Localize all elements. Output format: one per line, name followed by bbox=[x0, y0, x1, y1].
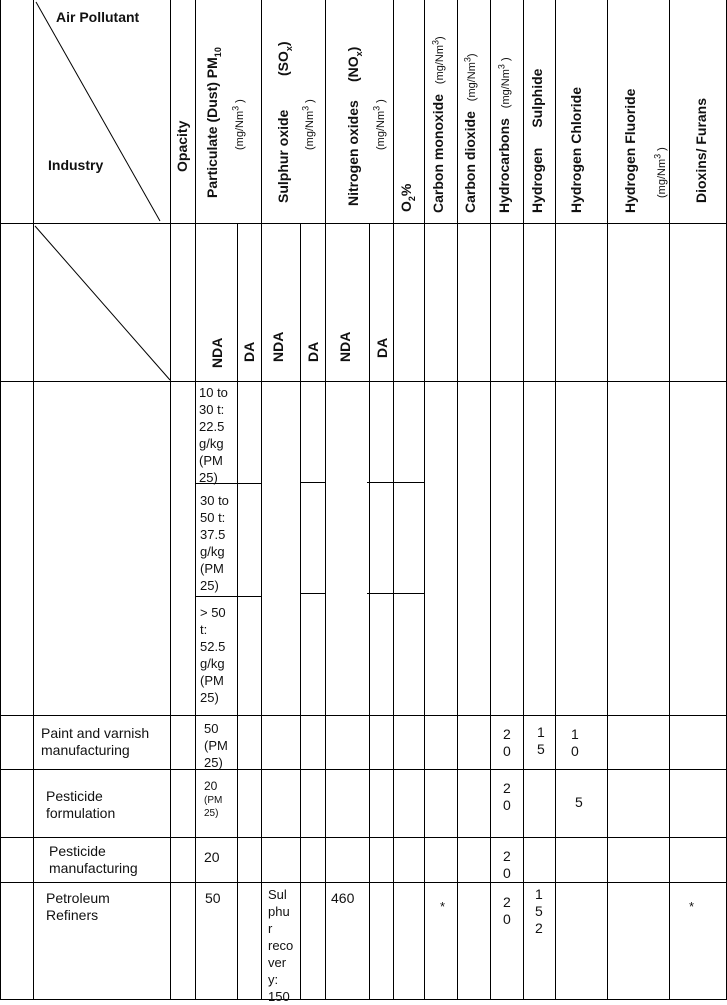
header-nitrogen-oxides-chem: $(NO_x)$ bbox=[345, 46, 364, 82]
pesticide-manufacturing-pm-value: 20 bbox=[204, 849, 220, 865]
header-hydrogen-sulphide: HydrogenSulphide bbox=[529, 68, 545, 213]
header-carbon-monoxide: Carbon monoxide (mg/Nm$^3$) bbox=[430, 36, 446, 213]
paint-hydrocarbons-value: 2 0 bbox=[503, 726, 511, 759]
pesticide-formulation-hydrocarbons-value: 2 0 bbox=[503, 780, 511, 813]
subheader-pm-da: DA bbox=[241, 341, 257, 362]
header-opacity: Opacity bbox=[174, 120, 190, 172]
header-sulphur-oxide-unit: (mg/Nm$^3$ ) bbox=[300, 99, 316, 150]
pesticide-manufacturing-hydrocarbons-value: 2 0 bbox=[503, 848, 511, 881]
petroleum-sulphur-recovery-value: Sul phu r reco ver y: 150 bbox=[268, 887, 294, 1004]
header-sulphur-oxide-chem: $(SO_x)$ bbox=[275, 41, 294, 76]
petroleum-nitrogen-oxides-value: 460 bbox=[331, 890, 355, 906]
header-dioxins-furans: Dioxins/ Furans bbox=[693, 97, 709, 203]
pm-capacity-over-50: > 50 t: 52.5 g/kg (PM 25) bbox=[200, 605, 226, 705]
petroleum-dioxins-value: * bbox=[689, 899, 695, 914]
subheader-so-nda: NDA bbox=[270, 331, 286, 362]
paint-pm-value: 50 (PM 25) bbox=[204, 721, 228, 770]
paint-hydrogen-chloride-value: 1 0 bbox=[571, 726, 579, 759]
pesticide-formulation-pm-note: (PM 25) bbox=[204, 795, 223, 819]
pm-capacity-30-to-50: 30 to 50 t: 37.5 g/kg (PM 25) bbox=[200, 493, 229, 593]
industry-petroleum-refiners: Petroleum Refiners bbox=[46, 890, 110, 923]
petroleum-carbon-monoxide-value: * bbox=[440, 899, 446, 914]
subheader-no-nda: NDA bbox=[337, 331, 353, 362]
header-particulate-unit: (mg/Nm$^3$ ) bbox=[230, 99, 246, 150]
header-hydrocarbons: Hydrocarbons (mg/Nm$^3$ ) bbox=[496, 57, 512, 213]
header-hydrogen-fluoride-unit: (mg/Nm$^3$ ) bbox=[652, 147, 668, 198]
subheader-so-da: DA bbox=[305, 341, 321, 362]
industry-pesticide-formulation: Pesticide formulation bbox=[46, 788, 116, 821]
header-air-pollutant: Air Pollutant bbox=[56, 9, 140, 25]
pesticide-formulation-pm-value: 20 bbox=[204, 779, 218, 793]
header-nitrogen-oxides-unit: (mg/Nm$^3$ ) bbox=[371, 99, 387, 150]
petroleum-hydrocarbons-value: 2 0 bbox=[503, 894, 511, 927]
pesticide-formulation-hydrogen-chloride-value: 5 bbox=[575, 794, 583, 810]
header-industry: Industry bbox=[48, 157, 104, 173]
header-oxygen-percent: $O_2\%$ bbox=[398, 183, 417, 212]
header-hydrogen-chloride: Hydrogen Chloride bbox=[568, 86, 584, 213]
header-carbon-dioxide: Carbon dioxide (mg/Nm$^3$) bbox=[462, 53, 478, 213]
petroleum-pm-value: 50 bbox=[205, 890, 221, 906]
header-hydrogen-fluoride: Hydrogen Fluoride bbox=[622, 88, 638, 213]
header-nitrogen-oxides: Nitrogen oxides bbox=[345, 100, 361, 206]
header-particulate: Particulate (Dust) $PM_{10}$ bbox=[204, 47, 223, 198]
industry-paint-varnish: Paint and varnish manufacturing bbox=[41, 725, 150, 758]
petroleum-hydrogen-sulphide-value: 1 5 2 bbox=[535, 886, 543, 936]
subheader-no-da: DA bbox=[374, 337, 390, 358]
subheader-pm-nda: NDA bbox=[209, 337, 225, 368]
industry-pesticide-manufacturing: Pesticide manufacturing bbox=[49, 843, 138, 876]
paint-hydrogen-sulphide-value: 1 5 bbox=[537, 724, 545, 757]
pm-capacity-10-to-30: 10 to 30 t: 22.5 g/kg (PM 25) bbox=[199, 385, 228, 485]
header-sulphur-oxide: Sulphur oxide bbox=[275, 109, 291, 203]
